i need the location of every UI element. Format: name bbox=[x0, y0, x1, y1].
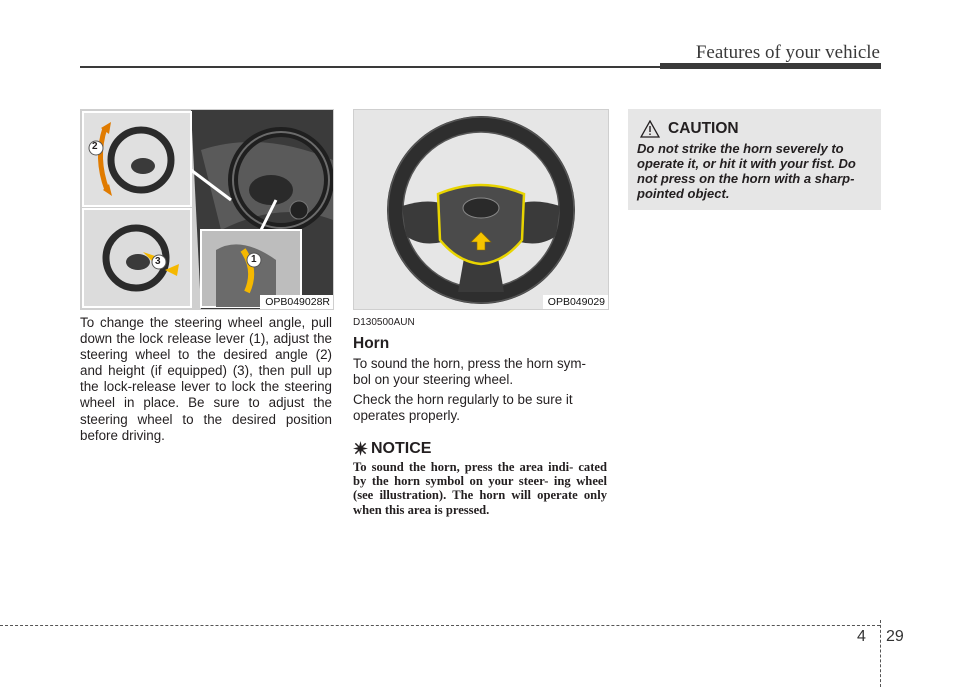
notice-star-icon bbox=[353, 441, 368, 456]
page-number: 29 bbox=[886, 628, 904, 645]
caution-title: CAUTION bbox=[668, 120, 739, 137]
figure-code-left: OPB049028R bbox=[260, 295, 333, 309]
callout-3: 3 bbox=[155, 256, 161, 267]
callout-1: 1 bbox=[251, 254, 257, 265]
footer-divider bbox=[880, 620, 881, 687]
steering-adjustment-illustration bbox=[81, 110, 333, 309]
page-header-title: Features of your vehicle bbox=[695, 42, 880, 63]
chapter-number: 4 bbox=[857, 628, 866, 645]
notice-body: To sound the horn, press the area indi- cated by the horn symbol on your steer- ing wheel (see illustration). The horn will operate only when this area is pressed. bbox=[353, 459, 607, 517]
caution-body: Do not strike the horn severely to operate it, or hit it with your fist. Do not press on the horn with a sharp- pointed object. bbox=[637, 141, 856, 201]
horn-heading: Horn bbox=[353, 335, 390, 353]
steering-adjustment-figure bbox=[80, 109, 334, 310]
section-code: D130500AUN bbox=[353, 317, 415, 328]
steering-adjust-paragraph: To change the steering wheel angle, pull down the lock release lever (1), adjust the steering wheel to the desired angle (2) and height (if equipped) (3), then pull up the lock-release lever to lock the steering wheel in place. Be sure to adjust the steering wheel to the desired position before driving. bbox=[80, 315, 332, 443]
notice-title-row bbox=[353, 441, 607, 457]
figure-code-middle: OPB049029 bbox=[543, 295, 608, 309]
horn-figure bbox=[353, 109, 609, 310]
callout-2: 2 bbox=[92, 141, 98, 152]
notice-title: NOTICE bbox=[371, 439, 432, 457]
header-rule bbox=[80, 66, 660, 68]
footer-rule bbox=[0, 625, 880, 626]
caution-box bbox=[628, 109, 881, 210]
warning-triangle-icon bbox=[640, 120, 660, 138]
caution-title-row bbox=[640, 120, 739, 138]
horn-section bbox=[353, 315, 607, 517]
horn-paragraph-1: To sound the horn, press the horn sym- bol on your steering wheel. bbox=[353, 356, 586, 388]
horn-paragraph-2: Check the horn regularly to be sure it operates properly. bbox=[353, 392, 573, 424]
header-bar bbox=[660, 63, 881, 69]
steering-wheel-illustration bbox=[354, 110, 608, 309]
